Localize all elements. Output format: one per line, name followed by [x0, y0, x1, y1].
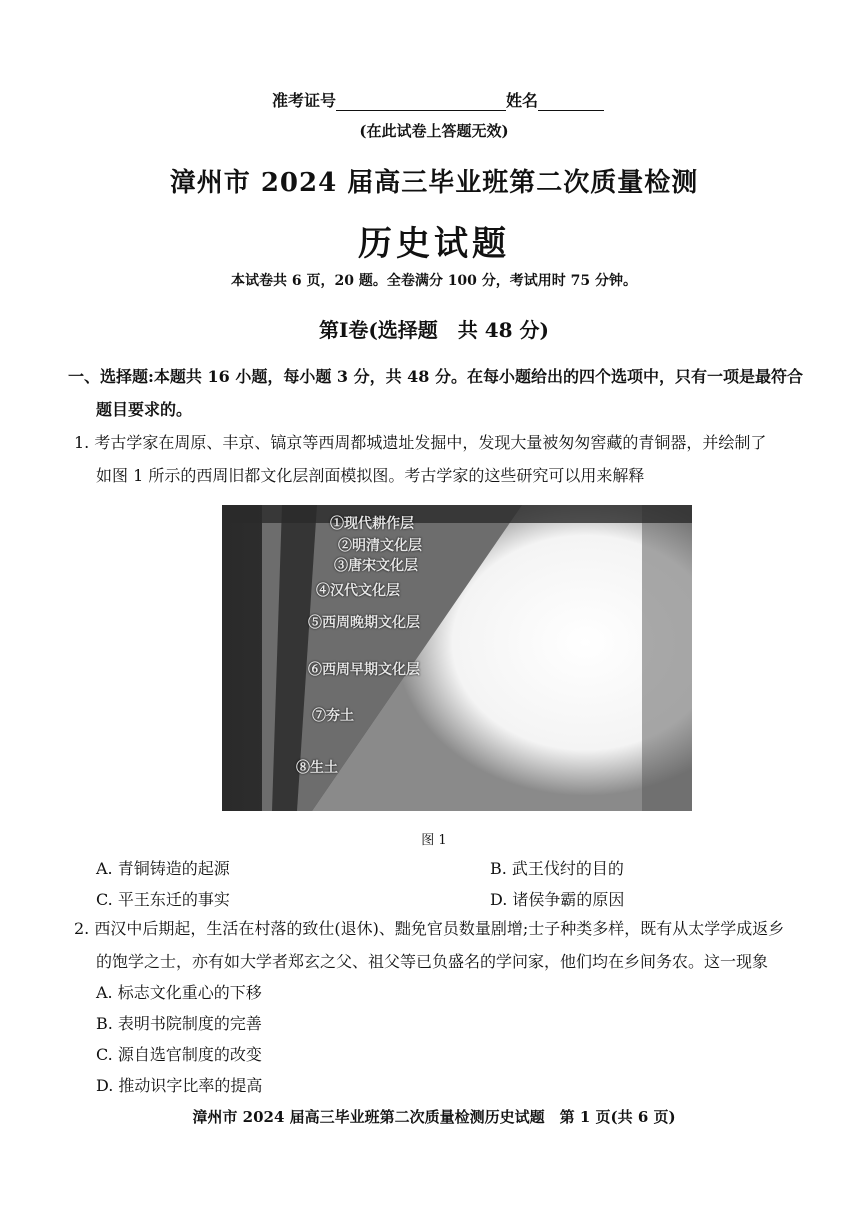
- section-line-2: 题目要求的。: [96, 400, 193, 419]
- exam-id-label: 准考证号: [272, 91, 337, 110]
- exam-title: 漳州市 2024 届高三毕业班第二次质量检测: [169, 168, 699, 198]
- q2-line-2: 的饱学之士，亦有如大学者郑玄之父、祖父等已负盛名的学问家，他们均在乡间务农。这一现象: [96, 952, 769, 971]
- figure-1-caption: 图 1: [421, 833, 447, 848]
- candidate-info-line: [272, 88, 604, 111]
- figure-1-stratigraphy-image: [222, 505, 692, 811]
- part-title: 第Ⅰ卷(选择题 共 48 分): [318, 318, 550, 342]
- layer-label-3: ③唐宋文化层: [334, 558, 418, 574]
- section-line-1: 一、选择题:本题共 16 小题，每小题 3 分，共 48 分。在每小题给出的四个选项中，只有一项是最符合: [68, 367, 803, 386]
- q1-line-1: 1. 考古学家在周原、丰京、镐京等西周都城遗址发掘中，发现大量被匆匆窖藏的青铜器，并绘制了: [74, 433, 767, 452]
- question-2-stem: [74, 912, 834, 978]
- stratigraphy-photo: [222, 505, 692, 811]
- layer-label-4: ④汉代文化层: [316, 583, 400, 599]
- q1-option-b: B. 武王伐纣的目的: [490, 859, 624, 878]
- layer-label-7: ⑦夯土: [312, 708, 354, 724]
- name-label: 姓名: [506, 91, 539, 110]
- answer-invalid-note: (在此试卷上答题无效): [359, 122, 509, 140]
- page-footer: 漳州市 2024 届高三毕业班第二次质量检测历史试题 第 1 页(共 6 页): [192, 1108, 676, 1126]
- q2-option-c: C. 源自选官制度的改变: [96, 1045, 262, 1064]
- name-blank: [538, 92, 604, 111]
- layer-label-6: ⑥西周早期文化层: [308, 662, 420, 678]
- layer-label-2: ②明清文化层: [338, 538, 422, 554]
- q2-option-a: A. 标志文化重心的下移: [96, 983, 262, 1002]
- q2-option-b: B. 表明书院制度的完善: [96, 1014, 262, 1033]
- q1-option-d: D. 诸侯争霸的原因: [490, 890, 625, 909]
- layer-label-5: ⑤西周晚期文化层: [308, 615, 420, 631]
- subject-title: 历史试题: [358, 224, 510, 264]
- q1-option-c: C. 平王东迁的事实: [96, 890, 230, 909]
- exam-info: 本试卷共 6 页，20 题。全卷满分 100 分，考试用时 75 分钟。: [230, 273, 638, 289]
- exam-id-blank: [336, 92, 506, 111]
- q1-line-2: 如图 1 所示的西周旧都文化层剖面模拟图。考古学家的这些研究可以用来解释: [96, 466, 645, 485]
- q1-option-a: A. 青铜铸造的起源: [96, 859, 230, 878]
- section-instructions: [68, 360, 828, 426]
- q2-line-1: 2. 西汉中后期起，生活在村落的致仕(退休)、黜免官员数量剧增;士子种类多样，既有从太学学成返乡: [74, 919, 785, 938]
- layer-label-1: ①现代耕作层: [330, 516, 414, 532]
- layer-label-8: ⑧生土: [296, 760, 338, 776]
- q2-option-d: D. 推动识字比率的提高: [96, 1076, 263, 1095]
- question-1-stem: [74, 426, 834, 492]
